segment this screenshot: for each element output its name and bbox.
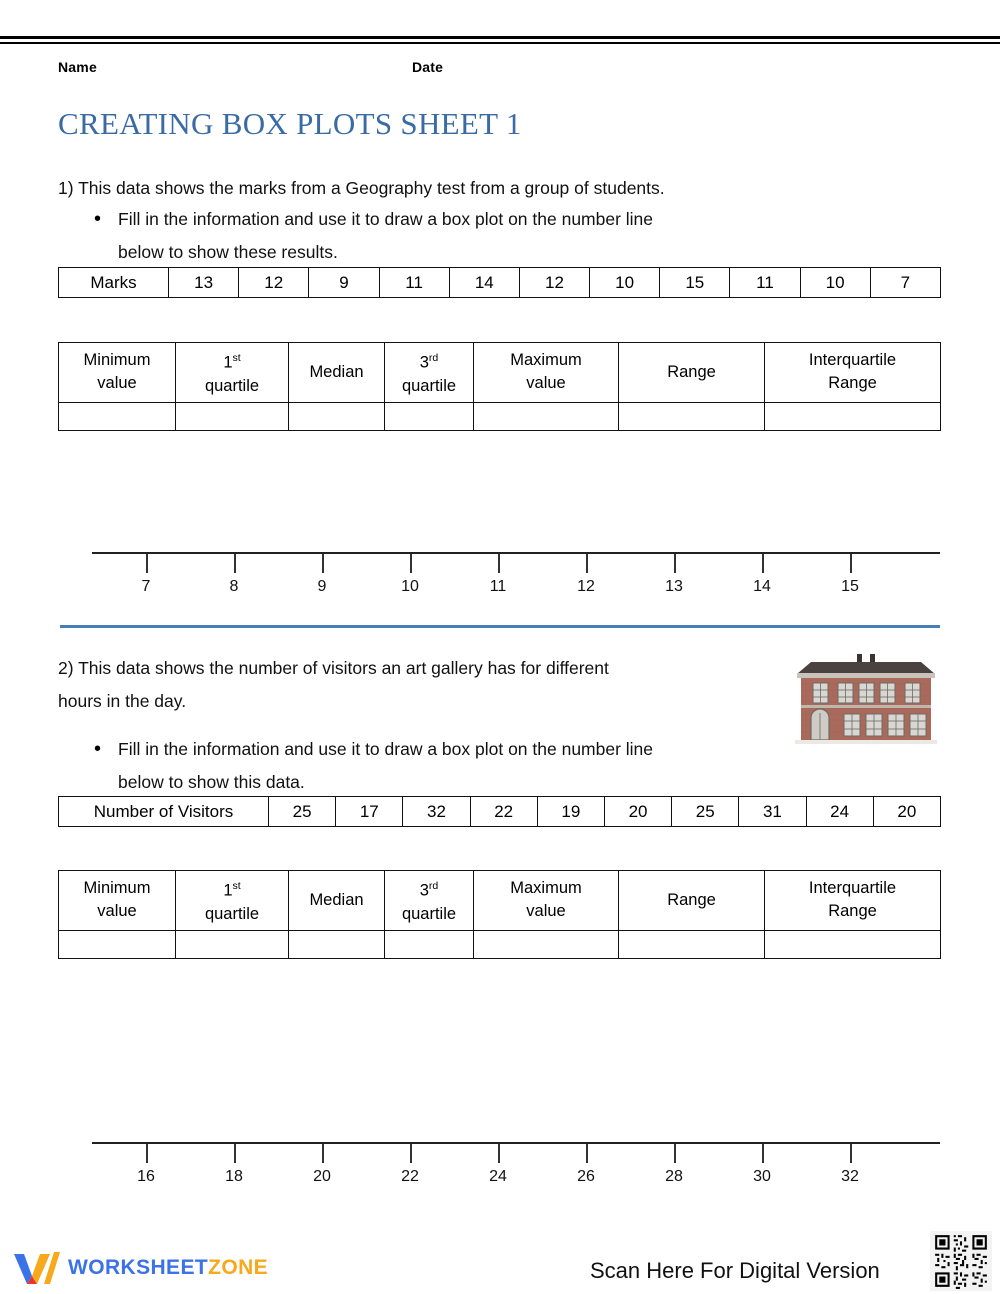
marks-value-cell[interactable]: 10: [800, 268, 870, 298]
number-line-tick-label: 12: [577, 578, 595, 595]
question-1-bullet-line-1: Fill in the information and use it to draw a box plot on the number line: [118, 209, 654, 229]
answer-cell-median[interactable]: [289, 402, 385, 430]
table-row: [59, 797, 941, 827]
header-minimum-value: [59, 343, 176, 403]
number-line-tick: [586, 1144, 588, 1163]
logo-word-zone: ZONE: [208, 1256, 269, 1279]
header-line-1: Minimum: [83, 351, 151, 370]
header-line-2: Range: [828, 374, 877, 393]
number-line-tick-label: 28: [665, 1168, 683, 1185]
number-line-tick-label: 8: [229, 578, 239, 595]
number-line-tick: [586, 554, 588, 573]
summary-table-question-2: [58, 870, 941, 959]
number-line-tick-label: 22: [401, 1168, 419, 1185]
marks-value-cell[interactable]: 12: [519, 268, 589, 298]
number-line-tick: [762, 554, 764, 573]
answer-cell-range[interactable]: [619, 930, 765, 958]
header-line-2: value: [526, 902, 566, 921]
number-line-tick: [674, 554, 676, 573]
bullet-icon: •: [94, 208, 102, 230]
question-2-bullet-line-2: below to show this data.: [118, 772, 305, 792]
header-line-2: quartile: [204, 376, 260, 395]
number-line-tick: [498, 1144, 500, 1163]
number-line-tick: [850, 554, 852, 573]
number-line-tick-label: 24: [489, 1168, 507, 1185]
scan-here-text: Scan Here For Digital Version: [590, 1258, 880, 1283]
marks-value-cell[interactable]: 7: [870, 268, 940, 298]
number-line-tick-label: 9: [317, 578, 327, 595]
header-line-1: Interquartile: [808, 879, 897, 898]
number-line-tick: [410, 554, 412, 573]
visitors-value-cell[interactable]: 25: [269, 797, 336, 827]
marks-value-cell[interactable]: 14: [449, 268, 519, 298]
worksheet-zone-logo[interactable]: [10, 1250, 269, 1290]
header-first-quartile: [176, 871, 289, 931]
marks-value-cell[interactable]: 13: [169, 268, 239, 298]
section-divider: [60, 625, 940, 628]
header-line-1: Maximum: [510, 351, 582, 370]
marks-value-cell[interactable]: 9: [309, 268, 379, 298]
visitors-value-cell[interactable]: 31: [739, 797, 806, 827]
header-line-1: 3: [419, 353, 429, 372]
marks-value-cell[interactable]: 11: [379, 268, 449, 298]
answer-cell-minimum[interactable]: [59, 930, 176, 958]
header-line-1: 3: [419, 881, 429, 900]
marks-value-cell[interactable]: 12: [239, 268, 309, 298]
header-line-1: Interquartile: [808, 351, 897, 370]
header-line-1: Median: [309, 362, 364, 381]
header-line-2: value: [526, 374, 566, 393]
number-line-tick-label: 13: [665, 578, 683, 595]
header-line-2: quartile: [401, 904, 457, 923]
table-row: [59, 402, 941, 430]
header-line-1: Median: [309, 890, 364, 909]
header-line-1: Range: [667, 362, 716, 381]
visitors-value-cell[interactable]: 32: [403, 797, 470, 827]
logo-word-worksheet: WORKSHEET: [68, 1256, 209, 1279]
visitors-value-cell[interactable]: 19: [537, 797, 604, 827]
header-superscript: rd: [428, 880, 439, 892]
answer-cell-iqr[interactable]: [765, 402, 941, 430]
number-line-tick-label: 32: [841, 1168, 859, 1185]
header-superscript: rd: [428, 352, 439, 364]
name-date-row: [58, 59, 938, 79]
header-line-1: Minimum: [83, 879, 151, 898]
header-line-2: value: [97, 374, 137, 393]
number-line-tick-label: 20: [313, 1168, 331, 1185]
header-third-quartile: [385, 871, 474, 931]
visitors-value-cell[interactable]: 22: [470, 797, 537, 827]
marks-value-cell[interactable]: 10: [590, 268, 660, 298]
number-line-tick-label: 11: [489, 578, 507, 595]
visitors-data-table: [58, 796, 941, 827]
number-line-axis: [92, 1142, 940, 1144]
bullet-icon: •: [94, 738, 102, 760]
marks-value-cell[interactable]: 15: [660, 268, 730, 298]
visitors-value-cell[interactable]: 20: [604, 797, 671, 827]
table-header-row: [59, 871, 941, 931]
header-superscript: st: [232, 352, 241, 364]
number-line-tick: [146, 1144, 148, 1163]
number-line-tick-label: 7: [141, 578, 151, 595]
logo-mark-icon: [10, 1250, 62, 1286]
header-line-1: Maximum: [510, 879, 582, 898]
question-1-prompt: 1) This data shows the marks from a Geography test from a group of students.: [58, 178, 665, 198]
answer-cell-maximum[interactable]: [474, 402, 619, 430]
header-line-2: quartile: [204, 904, 260, 923]
answer-cell-median[interactable]: [289, 930, 385, 958]
header-third-quartile: [385, 343, 474, 403]
question-2-prompt-line-2: hours in the day.: [58, 691, 187, 711]
header-line-2: value: [97, 902, 137, 921]
name-label: Name: [58, 59, 97, 75]
number-line-tick-label: 15: [841, 578, 859, 595]
table-row: [59, 930, 941, 958]
question-1-bullet-line-2: below to show these results.: [118, 242, 338, 262]
number-line-tick: [146, 554, 148, 573]
header-line-1: 1: [223, 353, 233, 372]
table-header-row: [59, 343, 941, 403]
logo-wordmark: [68, 1256, 268, 1280]
number-line-tick: [498, 554, 500, 573]
visitors-value-cell[interactable]: 20: [873, 797, 940, 827]
number-line-tick-label: 18: [225, 1168, 243, 1185]
answer-cell-third-quartile[interactable]: [385, 930, 474, 958]
answer-cell-maximum[interactable]: [474, 930, 619, 958]
number-line-question-1[interactable]: [92, 552, 940, 612]
header-range: [619, 871, 765, 931]
answer-cell-first-quartile[interactable]: [176, 930, 289, 958]
number-line-tick-label: 16: [137, 1168, 155, 1185]
header-line-1: 1: [223, 881, 233, 900]
number-line-tick: [674, 1144, 676, 1163]
header-first-quartile: [176, 343, 289, 403]
marks-value-cell[interactable]: 11: [730, 268, 800, 298]
header-maximum-value: [474, 343, 619, 403]
number-line-tick: [850, 1144, 852, 1163]
header-superscript: st: [232, 880, 241, 892]
visitors-value-cell[interactable]: 17: [336, 797, 403, 827]
answer-cell-third-quartile[interactable]: [385, 402, 474, 430]
header-line-2: quartile: [401, 376, 457, 395]
number-line-tick: [762, 1144, 764, 1163]
question-2-bullet-line-1: Fill in the information and use it to draw a box plot on the number line: [118, 739, 654, 759]
qr-code-icon[interactable]: [930, 1231, 992, 1291]
header-line-1: Range: [667, 890, 716, 909]
number-line-question-2[interactable]: [92, 1142, 940, 1202]
header-median: [289, 343, 385, 403]
top-border-rule-upper: [0, 36, 1000, 39]
header-interquartile-range: [765, 343, 941, 403]
answer-cell-range[interactable]: [619, 402, 765, 430]
number-line-tick: [322, 1144, 324, 1163]
header-line-2: Range: [828, 902, 877, 921]
marks-label-cell: Marks: [59, 268, 169, 298]
number-line-tick: [234, 554, 236, 573]
number-line-tick: [322, 554, 324, 573]
header-range: [619, 343, 765, 403]
question-2-prompt-line-1: 2) This data shows the number of visitors an art gallery has for different: [58, 658, 609, 678]
number-line-axis: [92, 552, 940, 554]
table-row: [59, 268, 941, 298]
header-maximum-value: [474, 871, 619, 931]
summary-table-question-1: [58, 342, 941, 431]
answer-cell-first-quartile[interactable]: [176, 402, 289, 430]
number-line-tick-label: 26: [577, 1168, 595, 1185]
top-border-rule-lower: [0, 42, 1000, 44]
number-line-tick-label: 10: [401, 578, 419, 595]
date-label: Date: [412, 59, 444, 75]
header-interquartile-range: [765, 871, 941, 931]
header-minimum-value: [59, 871, 176, 931]
number-line-tick-label: 14: [753, 578, 771, 595]
visitors-label-cell: Number of Visitors: [59, 797, 269, 827]
answer-cell-iqr[interactable]: [765, 930, 941, 958]
page-title: CREATING BOX PLOTS SHEET 1: [58, 106, 522, 141]
art-gallery-building-image: [789, 650, 941, 750]
visitors-value-cell[interactable]: 25: [672, 797, 739, 827]
visitors-value-cell[interactable]: 24: [806, 797, 873, 827]
number-line-tick-label: 30: [753, 1168, 771, 1185]
answer-cell-minimum[interactable]: [59, 402, 176, 430]
number-line-tick: [234, 1144, 236, 1163]
header-median: [289, 871, 385, 931]
number-line-tick: [410, 1144, 412, 1163]
marks-data-table: [58, 267, 941, 298]
